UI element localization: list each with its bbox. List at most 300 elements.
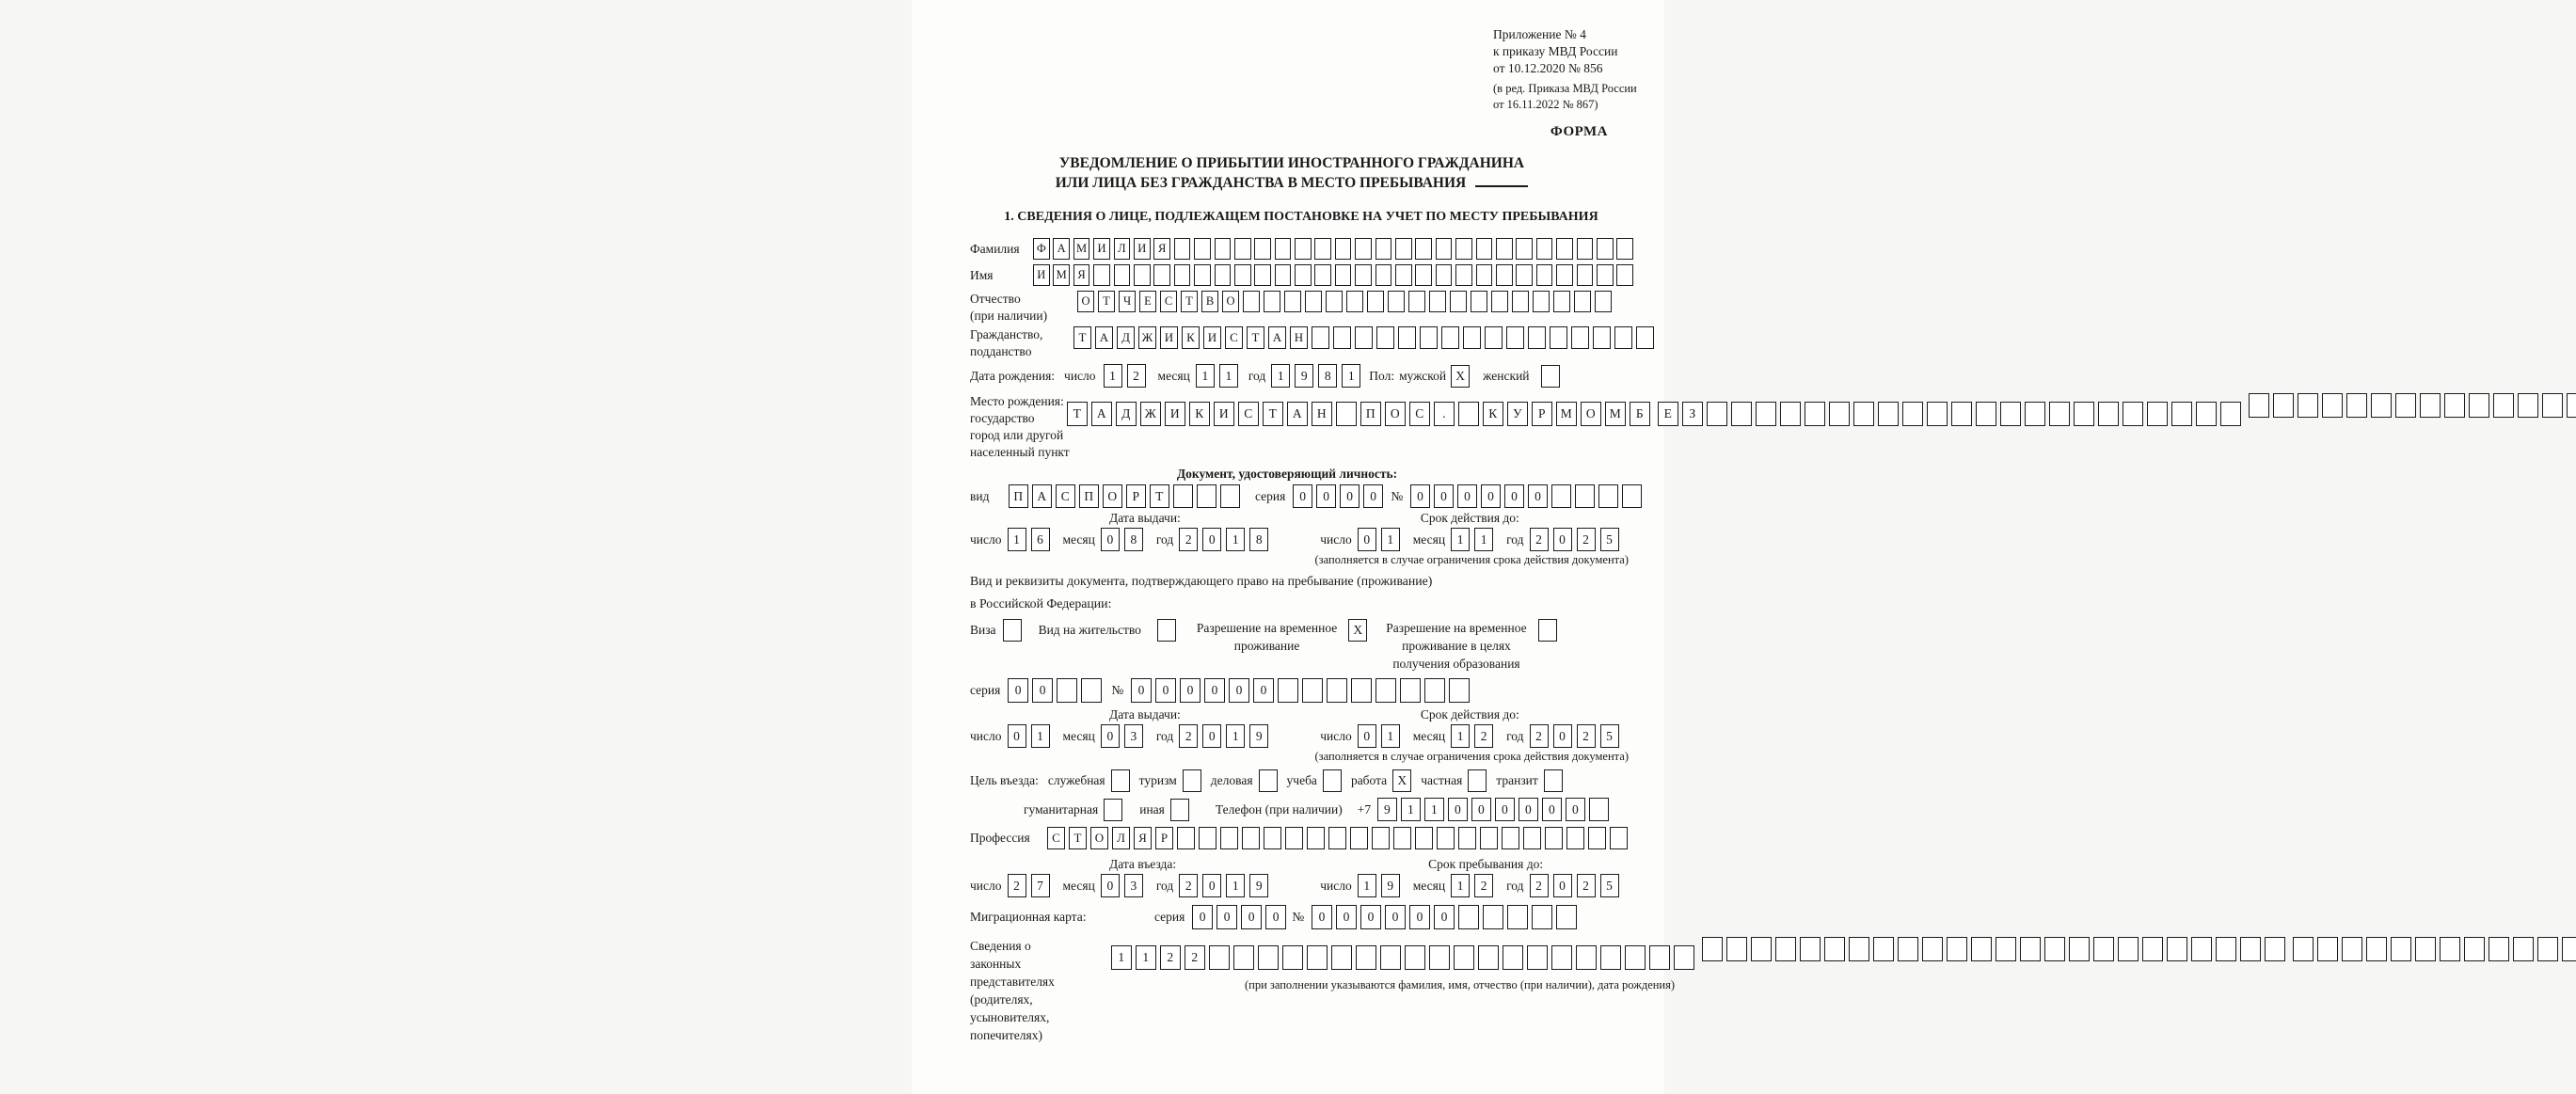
char-cell[interactable] [1264,291,1280,312]
char-cell[interactable] [2074,402,2094,426]
char-cell[interactable] [1476,238,1493,260]
char-cell[interactable] [1551,484,1571,508]
char-cell[interactable]: 1 [1451,874,1470,897]
char-cell[interactable] [1625,945,1646,970]
char-cell[interactable]: К [1189,402,1210,426]
char-cell[interactable] [1441,326,1459,349]
doc-series-boxes[interactable] [1293,484,1387,508]
char-cell[interactable] [1003,619,1022,642]
char-cell[interactable] [1622,484,1642,508]
char-cell[interactable] [1523,827,1541,849]
char-cell[interactable] [1577,264,1594,286]
char-cell[interactable] [1295,238,1312,260]
char-cell[interactable] [1922,937,1943,961]
char-cell[interactable]: Б [1630,402,1650,426]
char-cell[interactable]: П [1079,484,1099,508]
char-cell[interactable] [1556,264,1573,286]
char-cell[interactable] [1576,945,1597,970]
char-cell[interactable]: Р [1126,484,1146,508]
char-cell[interactable] [1405,945,1425,970]
char-cell[interactable] [1398,326,1416,349]
char-cell[interactable] [1574,291,1591,312]
char-cell[interactable] [1350,827,1368,849]
char-cell[interactable] [1726,937,1747,961]
char-cell[interactable]: 3 [1124,874,1143,897]
char-cell[interactable]: 1 [1381,528,1400,551]
char-cell[interactable] [1455,264,1472,286]
char-cell[interactable] [1104,799,1122,821]
char-cell[interactable]: 0 [1008,678,1028,703]
char-cell[interactable] [1751,937,1772,961]
char-cell[interactable]: О [1103,484,1122,508]
char-cell[interactable] [1327,678,1347,703]
char-cell[interactable] [2346,393,2367,418]
char-cell[interactable] [1243,291,1260,312]
char-cell[interactable]: З [1682,402,1703,426]
char-cell[interactable]: О [1090,827,1108,849]
representatives-row3[interactable] [2293,937,2576,961]
char-cell[interactable] [1951,402,1972,426]
char-cell[interactable] [1478,945,1499,970]
char-cell[interactable] [1731,402,1752,426]
char-cell[interactable] [1275,264,1292,286]
char-cell[interactable]: 1 [1196,364,1215,388]
char-cell[interactable]: С [1160,291,1177,312]
char-cell[interactable] [2167,937,2187,961]
char-cell[interactable]: И [1203,326,1221,349]
char-cell[interactable] [1173,484,1193,508]
char-cell[interactable] [1455,238,1472,260]
char-cell[interactable]: Я [1134,827,1152,849]
char-cell[interactable] [2273,393,2294,418]
migration-number-boxes[interactable] [1312,905,1581,929]
char-cell[interactable] [1057,678,1077,703]
char-cell[interactable]: И [1165,402,1185,426]
char-cell[interactable] [1307,945,1328,970]
char-cell[interactable]: О [1581,402,1601,426]
char-cell[interactable]: 9 [1249,874,1268,897]
char-cell[interactable] [1516,264,1533,286]
char-cell[interactable]: 1 [1226,528,1245,551]
char-cell[interactable]: 1 [1031,724,1050,748]
char-cell[interactable]: 1 [1381,724,1400,748]
char-cell[interactable] [1536,238,1553,260]
char-cell[interactable] [1593,326,1611,349]
char-cell[interactable] [2371,393,2392,418]
stay-day[interactable] [1358,874,1405,897]
char-cell[interactable] [2317,937,2338,961]
char-cell[interactable] [1302,678,1323,703]
char-cell[interactable] [1285,827,1303,849]
char-cell[interactable]: 0 [1101,724,1120,748]
char-cell[interactable]: 0 [1180,678,1201,703]
char-cell[interactable] [1600,945,1621,970]
char-cell[interactable]: Ф [1033,238,1050,260]
birth-place-row2[interactable] [1658,402,2245,426]
char-cell[interactable] [1170,799,1189,821]
char-cell[interactable] [1702,937,1723,961]
char-cell[interactable]: 2 [1530,874,1549,897]
char-cell[interactable]: А [1053,238,1070,260]
char-cell[interactable] [1336,402,1357,426]
char-cell[interactable]: 0 [1542,798,1562,821]
char-cell[interactable] [1081,678,1102,703]
char-cell[interactable] [2000,402,2021,426]
char-cell[interactable] [1420,326,1438,349]
char-cell[interactable] [1254,238,1271,260]
char-cell[interactable] [2196,402,2217,426]
char-cell[interactable] [1234,238,1251,260]
char-cell[interactable] [1536,264,1553,286]
char-cell[interactable] [1284,291,1301,312]
char-cell[interactable]: 0 [1204,678,1225,703]
char-cell[interactable] [1597,238,1614,260]
char-cell[interactable] [2147,402,2168,426]
char-cell[interactable]: 6 [1031,528,1050,551]
birth-place-row3[interactable] [2249,393,2576,418]
char-cell[interactable] [1616,264,1633,286]
char-cell[interactable]: 1 [1451,724,1470,748]
surname-boxes[interactable] [1033,238,1637,260]
char-cell[interactable]: X [1392,769,1411,792]
birth-year-boxes[interactable] [1271,364,1365,388]
char-cell[interactable] [1458,827,1476,849]
char-cell[interactable] [1429,291,1446,312]
char-cell[interactable]: И [1033,264,1050,286]
char-cell[interactable] [2395,393,2416,418]
char-cell[interactable]: Т [1263,402,1283,426]
residence-issue-year[interactable] [1179,724,1273,748]
char-cell[interactable] [1902,402,1923,426]
char-cell[interactable] [1588,827,1606,849]
char-cell[interactable]: С [1056,484,1075,508]
char-cell[interactable] [1234,264,1251,286]
char-cell[interactable]: Т [1073,326,1091,349]
char-cell[interactable]: 0 [1131,678,1152,703]
char-cell[interactable]: 0 [1528,484,1548,508]
char-cell[interactable] [1450,291,1467,312]
char-cell[interactable] [1756,402,1776,426]
char-cell[interactable]: К [1182,326,1200,349]
char-cell[interactable] [1996,937,2016,961]
char-cell[interactable]: 0 [1316,484,1336,508]
char-cell[interactable] [1174,238,1191,260]
char-cell[interactable]: 1 [1358,874,1376,897]
sex-male-checkbox[interactable] [1451,365,1470,388]
char-cell[interactable]: 1 [1401,798,1421,821]
char-cell[interactable] [1388,291,1405,312]
char-cell[interactable]: 1 [1474,528,1493,551]
char-cell[interactable] [1853,402,1874,426]
char-cell[interactable] [1575,484,1595,508]
char-cell[interactable] [2542,393,2563,418]
char-cell[interactable] [1326,291,1343,312]
char-cell[interactable]: Т [1098,291,1115,312]
char-cell[interactable] [1598,484,1618,508]
char-cell[interactable]: 2 [1474,874,1493,897]
representatives-row2[interactable] [1702,937,2289,961]
sex-female-checkbox[interactable] [1541,365,1560,388]
char-cell[interactable] [1532,905,1552,929]
char-cell[interactable]: 2 [1008,874,1026,897]
char-cell[interactable] [2322,393,2343,418]
char-cell[interactable] [1355,264,1372,286]
stay-month[interactable] [1451,874,1498,897]
char-cell[interactable]: 0 [1504,484,1524,508]
char-cell[interactable]: 2 [1577,724,1596,748]
char-cell[interactable] [2493,393,2514,418]
char-cell[interactable] [2420,393,2441,418]
char-cell[interactable]: Ж [1140,402,1161,426]
char-cell[interactable]: 1 [1342,364,1360,388]
char-cell[interactable] [1849,937,1869,961]
char-cell[interactable]: М [1053,264,1070,286]
char-cell[interactable]: 2 [1179,724,1198,748]
char-cell[interactable]: 1 [1451,528,1470,551]
char-cell[interactable]: 0 [1340,484,1360,508]
purpose-study-checkbox[interactable] [1323,769,1342,792]
char-cell[interactable]: 0 [1360,905,1381,929]
char-cell[interactable] [2123,402,2143,426]
char-cell[interactable] [1556,238,1573,260]
char-cell[interactable]: 0 [1008,724,1026,748]
char-cell[interactable]: А [1032,484,1052,508]
char-cell[interactable]: А [1091,402,1112,426]
char-cell[interactable]: С [1238,402,1259,426]
patronymic-boxes[interactable] [1077,291,1615,312]
char-cell[interactable] [1595,291,1612,312]
char-cell[interactable] [1947,937,1967,961]
char-cell[interactable] [1829,402,1850,426]
char-cell[interactable] [1355,326,1373,349]
purpose-work-checkbox[interactable] [1392,769,1411,792]
char-cell[interactable]: 0 [1293,484,1312,508]
char-cell[interactable] [1375,264,1392,286]
purpose-private-checkbox[interactable] [1468,769,1487,792]
char-cell[interactable] [2020,937,2041,961]
char-cell[interactable] [2391,937,2411,961]
char-cell[interactable]: П [1009,484,1028,508]
char-cell[interactable] [1314,238,1331,260]
char-cell[interactable] [1199,827,1216,849]
char-cell[interactable]: 5 [1600,724,1619,748]
char-cell[interactable]: 0 [1409,905,1430,929]
char-cell[interactable] [1307,827,1325,849]
char-cell[interactable] [1533,291,1550,312]
char-cell[interactable]: В [1201,291,1218,312]
char-cell[interactable]: 0 [1155,678,1176,703]
char-cell[interactable]: М [1605,402,1626,426]
char-cell[interactable] [1775,937,1796,961]
char-cell[interactable] [1333,326,1351,349]
char-cell[interactable] [1707,402,1727,426]
stay-year[interactable] [1530,874,1624,897]
char-cell[interactable]: 2 [1179,528,1198,551]
char-cell[interactable] [2093,937,2114,961]
char-cell[interactable] [1157,619,1176,642]
char-cell[interactable] [1400,678,1421,703]
char-cell[interactable]: 0 [1216,905,1237,929]
char-cell[interactable] [2098,402,2119,426]
purpose-business-checkbox[interactable] [1259,769,1278,792]
char-cell[interactable] [2069,937,2090,961]
char-cell[interactable]: Я [1073,264,1090,286]
char-cell[interactable] [1278,678,1298,703]
char-cell[interactable]: А [1268,326,1286,349]
char-cell[interactable] [1496,264,1513,286]
char-cell[interactable] [1674,945,1694,970]
char-cell[interactable]: 0 [1495,798,1515,821]
char-cell[interactable]: 0 [1385,905,1406,929]
char-cell[interactable] [1491,291,1508,312]
char-cell[interactable] [1174,264,1191,286]
char-cell[interactable]: 5 [1600,528,1619,551]
char-cell[interactable] [1463,326,1481,349]
identity-issue-day[interactable] [1008,528,1055,551]
char-cell[interactable]: Р [1155,827,1173,849]
residence-permit-checkbox[interactable] [1157,619,1176,642]
char-cell[interactable] [1331,945,1352,970]
char-cell[interactable] [1556,905,1577,929]
char-cell[interactable]: 3 [1124,724,1143,748]
char-cell[interactable] [1328,827,1346,849]
char-cell[interactable] [1375,238,1392,260]
char-cell[interactable]: Я [1153,238,1170,260]
char-cell[interactable] [1335,264,1352,286]
char-cell[interactable]: 1 [1424,798,1444,821]
char-cell[interactable]: Е [1658,402,1678,426]
char-cell[interactable] [2513,937,2534,961]
char-cell[interactable]: С [1409,402,1430,426]
char-cell[interactable]: 1 [1136,945,1156,970]
char-cell[interactable]: Т [1069,827,1087,849]
char-cell[interactable] [2444,393,2465,418]
char-cell[interactable]: С [1225,326,1243,349]
char-cell[interactable]: 0 [1202,724,1221,748]
char-cell[interactable] [2249,393,2269,418]
char-cell[interactable] [1545,827,1563,849]
char-cell[interactable]: 0 [1434,905,1455,929]
char-cell[interactable] [1468,769,1487,792]
char-cell[interactable] [1614,326,1632,349]
char-cell[interactable]: 0 [1566,798,1585,821]
char-cell[interactable] [1571,326,1589,349]
char-cell[interactable] [1415,238,1432,260]
char-cell[interactable] [1393,827,1411,849]
given-name-boxes[interactable] [1033,264,1637,286]
char-cell[interactable] [2464,937,2485,961]
char-cell[interactable]: 0 [1363,484,1383,508]
char-cell[interactable] [1375,678,1396,703]
char-cell[interactable] [1209,945,1230,970]
purpose-tourism-checkbox[interactable] [1183,769,1201,792]
char-cell[interactable] [1873,937,1894,961]
char-cell[interactable]: И [1160,326,1178,349]
purpose-humanitarian-checkbox[interactable] [1104,799,1122,821]
char-cell[interactable] [2044,937,2065,961]
char-cell[interactable]: 0 [1202,528,1221,551]
char-cell[interactable] [1367,291,1384,312]
char-cell[interactable] [1415,827,1433,849]
char-cell[interactable] [1458,905,1479,929]
char-cell[interactable] [2220,402,2241,426]
char-cell[interactable] [1356,945,1376,970]
char-cell[interactable]: М [1556,402,1577,426]
char-cell[interactable] [1220,484,1240,508]
char-cell[interactable] [2025,402,2045,426]
char-cell[interactable]: Т [1247,326,1264,349]
char-cell[interactable]: 2 [1530,528,1549,551]
char-cell[interactable] [1503,945,1523,970]
char-cell[interactable]: 0 [1553,724,1572,748]
char-cell[interactable] [2191,937,2212,961]
char-cell[interactable] [1215,238,1232,260]
char-cell[interactable] [1976,402,1996,426]
char-cell[interactable]: Л [1114,238,1131,260]
char-cell[interactable]: 2 [1127,364,1146,388]
char-cell[interactable] [1395,264,1412,286]
char-cell[interactable]: 0 [1229,678,1249,703]
char-cell[interactable] [1610,827,1628,849]
char-cell[interactable] [1114,264,1131,286]
char-cell[interactable]: И [1134,238,1151,260]
char-cell[interactable]: 1 [1104,364,1122,388]
char-cell[interactable]: 1 [1219,364,1238,388]
char-cell[interactable] [1507,905,1528,929]
char-cell[interactable]: 1 [1226,874,1245,897]
char-cell[interactable] [1471,291,1487,312]
char-cell[interactable]: 0 [1101,528,1120,551]
char-cell[interactable]: Т [1181,291,1198,312]
residence-issue-day[interactable] [1008,724,1055,748]
char-cell[interactable]: 2 [1474,724,1493,748]
char-cell[interactable] [1233,945,1254,970]
char-cell[interactable] [1780,402,1801,426]
char-cell[interactable] [1395,238,1412,260]
char-cell[interactable] [1335,238,1352,260]
char-cell[interactable]: С [1047,827,1065,849]
entry-year[interactable] [1179,874,1273,897]
char-cell[interactable] [1312,326,1329,349]
char-cell[interactable] [1153,264,1170,286]
char-cell[interactable] [1436,238,1453,260]
char-cell[interactable]: Н [1290,326,1308,349]
char-cell[interactable]: 0 [1481,484,1501,508]
char-cell[interactable]: Р [1532,402,1552,426]
char-cell[interactable] [2518,393,2538,418]
char-cell[interactable] [1649,945,1670,970]
char-cell[interactable] [1275,238,1292,260]
char-cell[interactable] [1295,264,1312,286]
char-cell[interactable] [1259,769,1278,792]
char-cell[interactable]: 0 [1410,484,1430,508]
char-cell[interactable] [2049,402,2070,426]
purpose-transit-checkbox[interactable] [1544,769,1563,792]
char-cell[interactable] [1616,238,1633,260]
char-cell[interactable] [1898,937,1918,961]
char-cell[interactable] [1541,365,1560,388]
char-cell[interactable] [1111,769,1130,792]
char-cell[interactable] [1177,827,1195,849]
char-cell[interactable] [1971,937,1992,961]
purpose-other-checkbox[interactable] [1170,799,1189,821]
char-cell[interactable]: 9 [1381,874,1400,897]
char-cell[interactable]: 9 [1295,364,1313,388]
char-cell[interactable] [1824,937,1845,961]
char-cell[interactable]: А [1287,402,1308,426]
char-cell[interactable] [1242,827,1260,849]
char-cell[interactable]: 0 [1032,678,1053,703]
